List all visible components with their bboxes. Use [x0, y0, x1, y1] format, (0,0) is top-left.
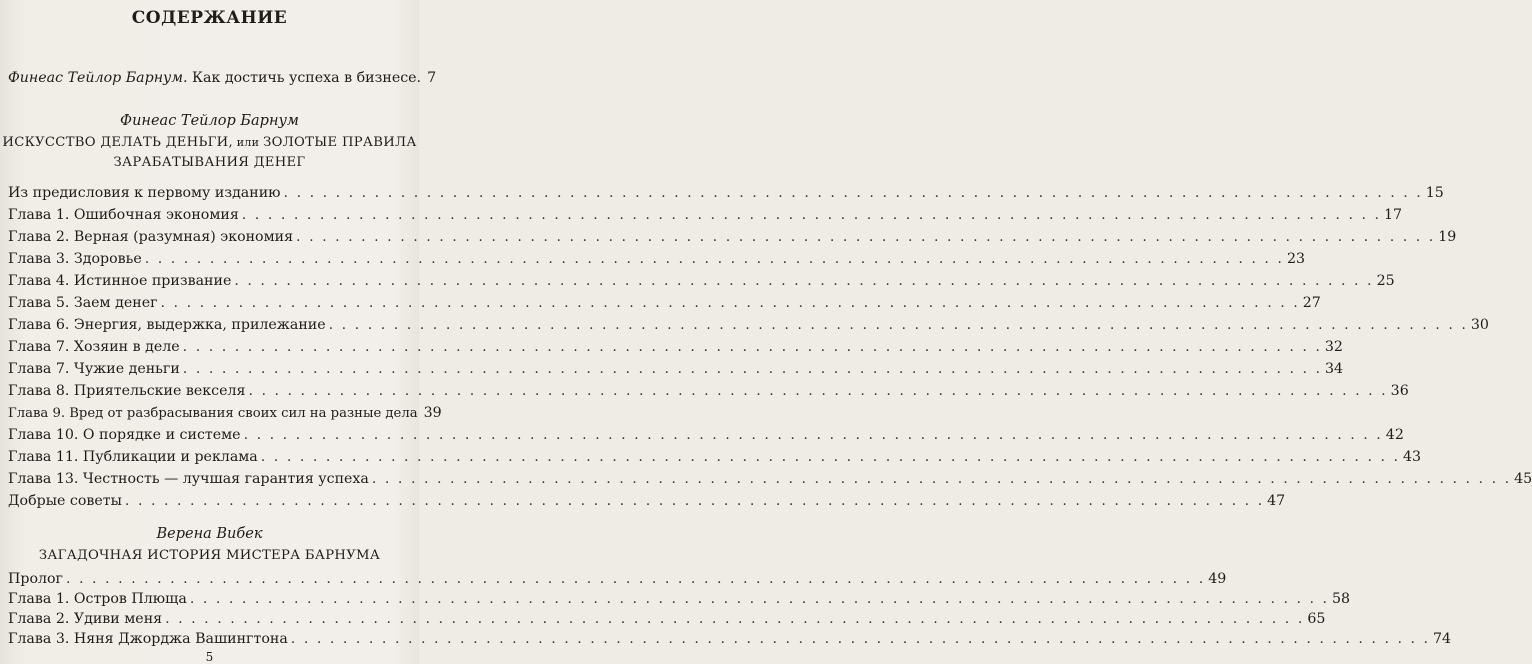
toc-entry-page: 15: [1425, 185, 1444, 201]
dot-leader: [190, 592, 1329, 606]
toc-entry-label: Глава 9. Вред от разбрасывания своих сил на разные дела: [8, 406, 418, 421]
toc-entry: [8, 251, 1305, 267]
toc-entry: [8, 591, 1351, 607]
toc-entry: [8, 361, 1344, 377]
toc-entry-label: Глава 13. Честность — лучшая гарантия успеха: [8, 471, 369, 487]
intro-title: Как достичь успеха в бизнесе.: [187, 70, 422, 86]
toc-entry-label: Глава 5. Заем денег: [8, 295, 158, 311]
toc-entry-label: Глава 6. Энергия, выдержка, прилежание: [8, 317, 326, 333]
toc-entry-page: 45: [1514, 471, 1532, 487]
toc-entry: [8, 471, 1532, 487]
toc-entry-page: 47: [1267, 493, 1286, 509]
dot-leader: [329, 318, 1468, 332]
toc-entry-page: 36: [1390, 383, 1409, 399]
toc-entry: [8, 611, 1326, 627]
toc-entry: [8, 631, 1452, 647]
toc-entry-page: 34: [1325, 361, 1344, 377]
section1-heading-part2: ЗОЛОТЫЕ ПРАВИЛА: [263, 135, 417, 150]
toc-entry-label: Глава 7. Чужие деньги: [8, 361, 180, 377]
toc-entry: [8, 317, 1489, 333]
toc-entry-page: 17: [1384, 207, 1403, 223]
toc-entry-page: 49: [1208, 571, 1227, 587]
toc-entry-page: 30: [1470, 317, 1489, 333]
toc-entry-intro: [8, 70, 437, 86]
toc-entry-page: 23: [1286, 251, 1305, 267]
toc-entry-label: Глава 10. О порядке и системе: [8, 427, 241, 443]
page-number: 5: [205, 650, 214, 664]
toc-entry: [8, 449, 1422, 465]
toc-entry-page: 43: [1403, 449, 1422, 465]
dot-leader: [66, 572, 1205, 586]
page-title: СОДЕРЖАНИЕ: [131, 8, 288, 28]
section1-author: Финеас Тейлор Барнум: [120, 113, 299, 129]
section2-heading: ЗАГАДОЧНАЯ ИСТОРИЯ МИСТЕРА БАРНУМА: [38, 548, 381, 563]
toc-entry-label: Глава 1. Ошибочная экономия: [8, 207, 239, 223]
section1-heading-line2: ЗАРАБАТЫВАНИЯ ДЕНЕГ: [113, 155, 306, 170]
toc-entry-page: 74: [1433, 631, 1452, 647]
toc-entry-label: Добрые советы: [8, 493, 122, 509]
toc-entry: [8, 273, 1395, 289]
dot-leader: [296, 230, 1435, 244]
section1-heading-part1: ИСКУССТВО ДЕЛАТЬ ДЕНЬГИ,: [2, 135, 233, 150]
toc-entry-label: Глава 3. Здоровье: [8, 251, 142, 267]
dot-leader: [372, 472, 1511, 486]
toc-entry: [8, 295, 1321, 311]
dot-leader: [183, 362, 1322, 376]
toc-entry: [8, 493, 1286, 509]
section1-heading-or: или: [232, 136, 264, 149]
intro-author: Финеас Тейлор Барнум.: [8, 70, 188, 86]
toc-entry: [8, 207, 1403, 223]
dot-leader: [145, 252, 1284, 266]
toc-entry: [8, 571, 1227, 587]
dot-leader: [165, 612, 1304, 626]
toc-entry-label: Глава 8. Приятельские векселя: [8, 383, 246, 399]
toc-entry: [8, 405, 442, 421]
toc-entry-page: 27: [1302, 295, 1321, 311]
toc-entry: [8, 427, 1404, 443]
toc-entry-page: 58: [1332, 591, 1351, 607]
toc-entry-label: Глава 4. Истинное призвание: [8, 273, 232, 289]
section1-heading: [0, 133, 419, 173]
dot-leader: [161, 296, 1300, 310]
dot-leader: [125, 494, 1264, 508]
dot-leader: [248, 384, 1387, 398]
toc-entry-page: 25: [1376, 273, 1395, 289]
toc-entry-label: Пролог: [8, 571, 63, 587]
section2-author: Верена Вибек: [156, 526, 263, 542]
toc-entry-page: 19: [1438, 229, 1457, 245]
toc-entry: [8, 185, 1444, 201]
toc-entry-page: 65: [1307, 611, 1326, 627]
toc-entry-page: 42: [1385, 427, 1404, 443]
toc-entry-label: Глава 2. Верная (разумная) экономия: [8, 229, 294, 245]
dot-leader: [244, 428, 1383, 442]
toc-entry-label: Глава 7. Хозяин в деле: [8, 339, 180, 355]
toc-entry: [8, 229, 1457, 245]
dot-leader: [242, 208, 1381, 222]
toc-entry-label: [8, 71, 421, 85]
toc-entry: [8, 339, 1343, 355]
toc-entry-label: Глава 3. Няня Джорджа Вашингтона: [8, 631, 288, 647]
dot-leader: [183, 340, 1322, 354]
toc-entry-page: 39: [423, 405, 442, 421]
toc-entry-label: Глава 1. Остров Плюща: [8, 591, 187, 607]
dot-leader: [234, 274, 1373, 288]
toc-entry-label: Глава 2. Удиви меня: [8, 611, 163, 627]
toc-entry-page: 7: [427, 70, 437, 86]
toc-entry: [8, 383, 1409, 399]
dot-leader: [291, 632, 1430, 646]
toc-entry-page: 32: [1324, 339, 1343, 355]
toc-entry-label: Из предисловия к первому изданию: [8, 185, 281, 201]
toc-entry-label: Глава 11. Публикации и реклама: [8, 449, 258, 465]
dot-leader: [261, 450, 1400, 464]
dot-leader: [284, 186, 1423, 200]
